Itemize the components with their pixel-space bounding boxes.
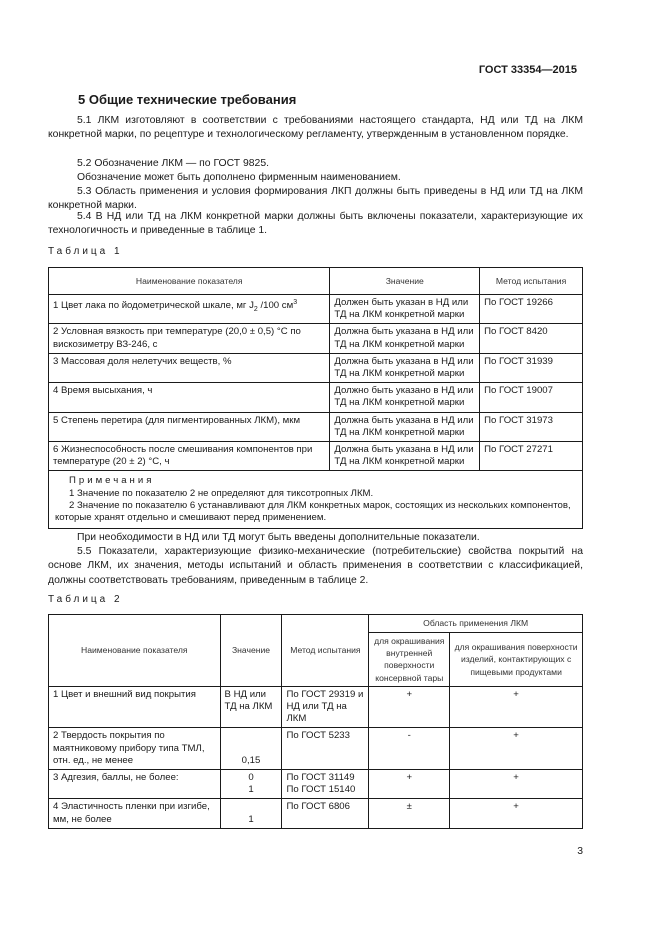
note-2: 2 Значение по показателю 6 устанавливают для ЛКМ конкретных марок, состоящих из нескольких компонентов, которые хранят отдельно и смешивают перед применением. <box>55 499 571 524</box>
table2-caption: Таблица 2 <box>48 594 123 605</box>
table1-cell-name: 4 Время высыхания, ч <box>49 383 330 412</box>
table-row <box>49 383 583 412</box>
table-row <box>49 728 583 770</box>
table1-cell-name: 3 Массовая доля нелетучих веществ, % <box>49 353 330 382</box>
table1-cell-method: По ГОСТ 8420 <box>480 324 583 353</box>
table2-cell-method: По ГОСТ 5233 <box>282 728 369 770</box>
table2-cell-cans: + <box>369 770 450 799</box>
table1-cell-value: Должна быть указана в НД или ТД на ЛКМ конкретной марки <box>330 412 480 441</box>
table1-cell-value: Должна быть указана в НД или ТД на ЛКМ конкретной марки <box>330 324 480 353</box>
paragraph-additional: При необходимости в НД или ТД могут быть введены дополнительные показатели. <box>77 532 480 543</box>
table2-cell-method: По ГОСТ 6806 <box>282 799 369 828</box>
table2-header-food-contact: для окрашивания поверхности изделий, контактирующих с пищевыми продуктами <box>450 633 583 687</box>
note-1: 1 Значение по показателю 2 не определяют для тиксотропных ЛКМ. <box>69 487 374 499</box>
table2-cell-name: 4 Эластичность пленки при изгибе, мм, не более <box>49 799 221 828</box>
table2-cell-value <box>220 770 282 799</box>
table2-cell-value: 1 <box>220 799 282 828</box>
table2-cell-name: 1 Цвет и внешний вид покрытия <box>49 686 221 728</box>
table2 <box>48 614 583 829</box>
table2-cell-food-contact: + <box>450 728 583 770</box>
adhesion-value-1: 0 <box>248 772 254 784</box>
table1-cell-method: По ГОСТ 31939 <box>480 353 583 382</box>
table2-cell-method <box>282 770 369 799</box>
table1-cell-method: По ГОСТ 19007 <box>480 383 583 412</box>
paragraph-5-2-note: Обозначение может быть дополнено фирменным наименованием. <box>77 172 401 183</box>
paragraph-5-4: 5.4 В НД или ТД на ЛКМ конкретной марки должны быть включены показатели, характеризующие их технологичность и приведенные в таблице 1. <box>48 211 583 237</box>
table2-cell-food-contact: + <box>450 770 583 799</box>
paragraph-5-1: 5.1 ЛКМ изготовляют в соответствии с требованиями настоящего стандарта, НД или ТД на ЛКМ конкретной марки, по рецептуре и технологическому регламенту, утвержденным в установленном порядке. <box>48 115 583 141</box>
table1-cell-method: По ГОСТ 19266 <box>480 295 583 324</box>
adhesion-method-2: По ГОСТ 15140 <box>286 784 356 796</box>
table2-cell-cans: ± <box>369 799 450 828</box>
table1-notes <box>49 471 583 529</box>
table2-cell-cans: + <box>369 686 450 728</box>
table1-cell-value: Должна быть указана в НД или ТД на ЛКМ конкретной марки <box>330 442 480 471</box>
table1-cell-name: 1 Цвет лака по йодометрической шкале, мг $J_2$ /100 $см^3$ <box>49 295 330 324</box>
table2-cell-cans: - <box>369 728 450 770</box>
table1-caption: Таблица 1 <box>48 246 123 257</box>
table1 <box>48 267 583 529</box>
table2-header-name: Наименование показателя <box>49 615 221 687</box>
table1-cell-value: Должна быть указана в НД или ТД на ЛКМ конкретной марки <box>330 353 480 382</box>
table2-header-value: Значение <box>220 615 282 687</box>
table1-cell-method: По ГОСТ 27271 <box>480 442 583 471</box>
table1-cell-name: 5 Степень перетира (для пигментированных ЛКМ), мкм <box>49 412 330 441</box>
table-row <box>49 799 583 828</box>
notes-title: Примечания <box>69 475 155 487</box>
adhesion-value-2: 1 <box>248 784 254 796</box>
table1-cell-name: 6 Жизнеспособность после смешивания компонентов при температуре (20 ± 2) °С, ч <box>49 442 330 471</box>
table-row <box>49 412 583 441</box>
table-row <box>49 324 583 353</box>
paragraph-5-5: 5.5 Показатели, характеризующие физико-механические (потребительские) свойства покрытий на основе ЛКМ, их значения, методы испытаний и область применения в соответствии с классификацией, должны соответствовать требованиям, приведенным в таблице 2. <box>48 546 583 586</box>
table1-cell-method: По ГОСТ 31973 <box>480 412 583 441</box>
paragraph-5-2: 5.2 Обозначение ЛКМ — по ГОСТ 9825. <box>77 158 269 169</box>
paragraph-5-3: 5.3 Область применения и условия формирования ЛКП должны быть приведены в НД или ТД на ЛКМ конкретной марки. <box>48 186 583 212</box>
table2-header-area: Область применения ЛКМ <box>369 615 583 633</box>
table2-header-cans: для окрашивания внутренней поверхности консервной тары <box>369 633 450 687</box>
table-row <box>49 295 583 324</box>
table1-header-name: Наименование показателя <box>49 268 330 295</box>
table2-header-method: Метод испытания <box>282 615 369 687</box>
table2-cell-food-contact: + <box>450 686 583 728</box>
table2-cell-name: 2 Твердость покрытия по маятниковому прибору типа ТМЛ, отн. ед., не менее <box>49 728 221 770</box>
table-row <box>49 353 583 382</box>
table2-cell-value: 0,15 <box>220 728 282 770</box>
table1-header-method: Метод испытания <box>480 268 583 295</box>
table2-cell-value: В НД или ТД на ЛКМ <box>220 686 282 728</box>
table2-cell-food-contact: + <box>450 799 583 828</box>
table1-header-value: Значение <box>330 268 480 295</box>
table-row <box>49 442 583 471</box>
table1-cell-name: 2 Условная вязкость при температуре (20,0 ± 0,5) °С по вискозиметру ВЗ-246, с <box>49 324 330 353</box>
table-row <box>49 686 583 728</box>
table2-cell-name: 3 Адгезия, баллы, не более: <box>49 770 221 799</box>
page-number: 3 <box>577 846 583 857</box>
section-title: 5 Общие технические требования <box>78 92 297 107</box>
document-id: ГОСТ 33354—2015 <box>478 64 577 76</box>
adhesion-method-1: По ГОСТ 31149 <box>286 772 355 784</box>
table1-cell-value: Должно быть указано в НД или ТД на ЛКМ конкретной марки <box>330 383 480 412</box>
table1-cell-value: Должен быть указан в НД или ТД на ЛКМ конкретной марки <box>330 295 480 324</box>
table2-cell-method: По ГОСТ 29319 и НД или ТД на ЛКМ <box>282 686 369 728</box>
table-row <box>49 770 583 799</box>
